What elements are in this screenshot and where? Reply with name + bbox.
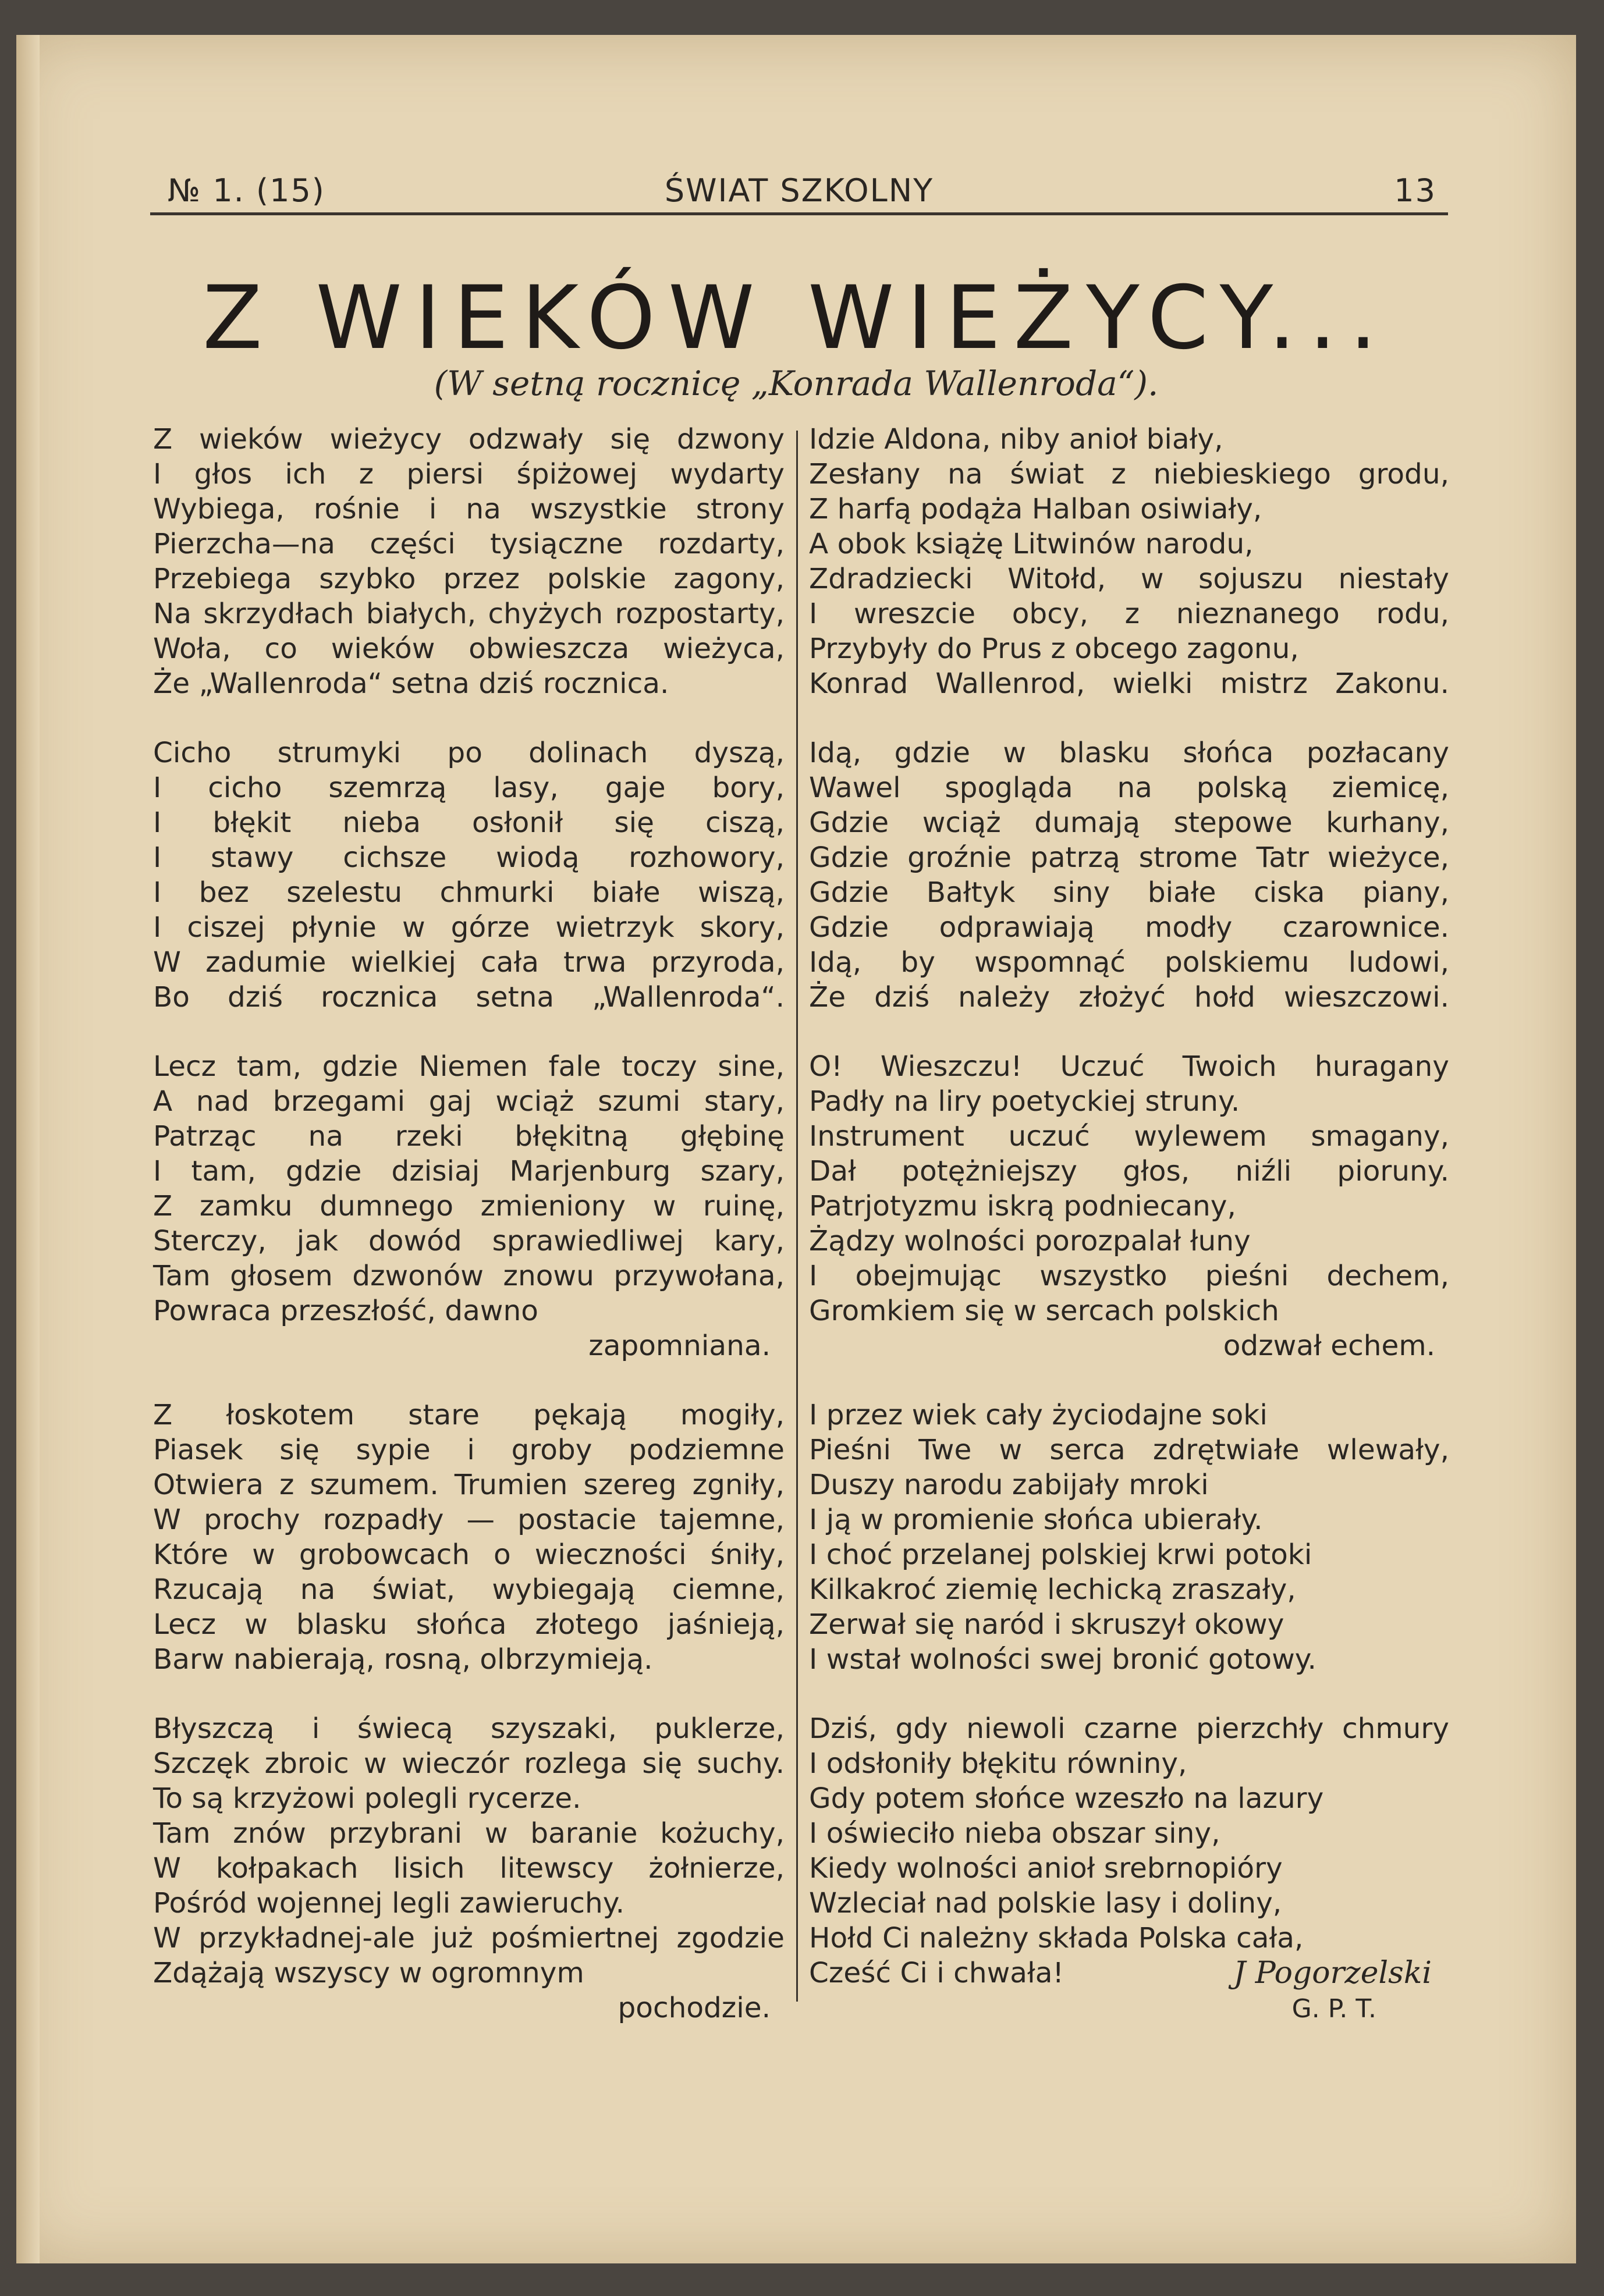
verse-line: I bez szelestu chmurki białe wiszą, xyxy=(153,876,785,909)
verse-line: Cicho strumyki po dolinach dyszą, xyxy=(153,737,785,769)
verse-line: Sterczy, jak dowód sprawiedliwej kary, xyxy=(153,1225,785,1257)
verse-line: To są krzyżowi polegli rycerze. xyxy=(153,1782,581,1815)
verse-line: Konrad Wallenrod, wielki mistrz Zakonu. xyxy=(809,667,1449,700)
verse-line: Patrjotyzmu iskrą podniecany, xyxy=(809,1190,1236,1222)
author-signature: J Pogorzelski xyxy=(1233,1956,1432,1991)
verse-line-continuation: pochodzie. xyxy=(618,1992,771,2024)
stanza xyxy=(153,1049,785,1363)
verse-line: Przebiega szybko przez polskie zagony, xyxy=(153,563,785,595)
verse-line: Tam głosem dzwonów znowu przywołana, xyxy=(153,1260,785,1292)
stanza xyxy=(809,735,1449,1015)
verse-line: A obok książę Litwinów narodu, xyxy=(809,528,1254,560)
running-header xyxy=(150,148,1448,215)
verse-line: Wzleciał nad polskie lasy i doliny, xyxy=(809,1887,1282,1920)
verse-line: I błękit nieba osłonił się ciszą, xyxy=(153,806,785,839)
magazine-page xyxy=(16,35,1576,2263)
stanza xyxy=(809,1711,1449,2024)
verse-line: I ją w promienie słońca ubierały. xyxy=(809,1504,1263,1536)
verse-line: Pierzcha—na części tysiączne rozdarty, xyxy=(153,528,785,560)
verse-line: Gdzie odprawiają modły czarownice. xyxy=(809,911,1449,944)
verse-line: Że dziś należy złożyć hołd wieszczowi. xyxy=(809,981,1449,1014)
verse-line: I ciszej płynie w górze wietrzyk skory, xyxy=(153,911,785,944)
verse-line: Lecz tam, gdzie Niemen fale toczy sine, xyxy=(153,1050,785,1083)
verse-line: Otwiera z szumem. Trumien szereg zgniły, xyxy=(153,1469,785,1501)
verse-line: Z harfą podąża Halban osiwiały, xyxy=(809,493,1262,525)
verse-line: I przez wiek cały życiodajne soki xyxy=(809,1399,1268,1431)
verse-line: Żądzy wolności porozpalał łuny xyxy=(809,1225,1251,1257)
stanza xyxy=(809,1398,1449,1677)
verse-line: Barw nabierają, rosną, olbrzymieją. xyxy=(153,1643,653,1676)
column-divider xyxy=(796,431,798,2002)
verse-line: Gdy potem słońce wzeszło na lazury xyxy=(809,1782,1324,1815)
verse-line: Padły na liry poetyckiej struny. xyxy=(809,1085,1240,1118)
author-affiliation: G. P. T. xyxy=(1291,1994,1376,2024)
verse-line: I wreszcie obcy, z nieznanego rodu, xyxy=(809,598,1449,630)
verse-line: Instrument uczuć wylewem smagany, xyxy=(809,1120,1449,1153)
verse-line: Wawel spogląda na polską ziemicę, xyxy=(809,772,1449,804)
verse-line: Wybiega, rośnie i na wszystkie strony xyxy=(153,493,785,525)
verse-line: A nad brzegami gaj wciąż szumi stary, xyxy=(153,1085,785,1118)
verse-line: Gromkiem się w sercach polskich xyxy=(809,1295,1279,1327)
verse-line: Cześć Ci i chwała! xyxy=(809,1957,1064,1989)
stanza xyxy=(153,1711,785,2025)
poem-subtitle: (W setną rocznicę „Konrada Wallenroda“). xyxy=(434,364,1159,403)
verse-line-continuation: zapomniana. xyxy=(588,1330,771,1362)
stanza xyxy=(153,1398,785,1677)
verse-line: I głos ich z piersi śpiżowej wydarty xyxy=(153,458,785,491)
verse-line: I oświeciło nieba obszar siny, xyxy=(809,1817,1220,1850)
verse-line: I wstał wolności swej bronić gotowy. xyxy=(809,1643,1316,1676)
verse-line: I stawy cichsze wiodą rozhowory, xyxy=(153,841,785,874)
verse-line: Z zamku dumnego zmieniony w ruinę, xyxy=(153,1190,785,1222)
issue-number: № 1. (15) xyxy=(168,172,325,209)
stanza xyxy=(153,735,785,1015)
stanza xyxy=(809,422,1449,701)
verse-line: W prochy rozpadły — postacie tajemne, xyxy=(153,1504,785,1536)
verse-line: Pośród wojennej legli zawieruchy. xyxy=(153,1887,624,1920)
verse-line: Przybyły do Prus z obcego zagonu, xyxy=(809,632,1299,665)
verse-line: Woła, co wieków obwieszcza wieżyca, xyxy=(153,632,785,665)
verse-line: Zdradziecki Witołd, w sojuszu niestały xyxy=(809,563,1449,595)
verse-line: Bo dziś rocznica setna „Wallenroda“. xyxy=(153,981,785,1014)
magazine-name: ŚWIAT SZKOLNY xyxy=(664,172,934,209)
verse-line: Lecz w blasku słońca złotego jaśnieją, xyxy=(153,1608,785,1641)
verse-line: I odsłoniły błękitu równiny, xyxy=(809,1747,1187,1780)
verse-line: Rzucają na świat, wybiegają ciemne, xyxy=(153,1573,785,1606)
verse-line: Gdzie groźnie patrzą strome Tatr wieżyce, xyxy=(809,841,1449,874)
verse-line: Z łoskotem stare pękają mogiły, xyxy=(153,1399,785,1431)
verse-line: O! Wieszczu! Uczuć Twoich huragany xyxy=(809,1050,1449,1083)
verse-line: Dał potężniejszy głos, niźli pioruny. xyxy=(809,1155,1449,1188)
verse-line: Idą, gdzie w blasku słońca pozłacany xyxy=(809,737,1449,769)
verse-line: Gdzie wciąż dumają stepowe kurhany, xyxy=(809,806,1449,839)
verse-line: W zadumie wielkiej cała trwa przyroda, xyxy=(153,946,785,979)
verse-line: Kiedy wolności anioł srebrnopióry xyxy=(809,1852,1283,1885)
stanza xyxy=(809,1049,1449,1363)
verse-line: Tam znów przybrani w baranie kożuchy, xyxy=(153,1817,785,1850)
verse-line: Że „Wallenroda“ setna dziś rocznica. xyxy=(153,667,669,700)
verse-line: Które w grobowcach o wieczności śniły, xyxy=(153,1538,785,1571)
verse-line: I tam, gdzie dzisiaj Marjenburg szary, xyxy=(153,1155,785,1188)
stanza xyxy=(153,422,785,701)
verse-line: Idą, by wspomnąć polskiemu ludowi, xyxy=(809,946,1449,979)
verse-line: Gdzie Bałtyk siny białe ciska piany, xyxy=(809,876,1449,909)
verse-line: W przykładnej-ale już pośmiertnej zgodzie xyxy=(153,1922,785,1954)
page-number: 13 xyxy=(1394,172,1436,209)
verse-line: Błyszczą i świecą szyszaki, puklerze, xyxy=(153,1712,785,1745)
verse-line: Zdążają wszyscy w ogromnym xyxy=(153,1957,584,1989)
verse-line: Zerwał się naród i skruszył okowy xyxy=(809,1608,1284,1641)
verse-line-continuation: odzwał echem. xyxy=(1223,1330,1435,1362)
left-column xyxy=(153,422,785,2060)
verse-line: Piasek się sypie i groby podziemne xyxy=(153,1434,785,1466)
verse-line: Hołd Ci należny składa Polska cała, xyxy=(809,1922,1304,1954)
verse-line: Duszy narodu zabijały mroki xyxy=(809,1469,1209,1501)
verse-line: Pieśni Twe w serca zdrętwiałe wlewały, xyxy=(809,1434,1449,1466)
verse-line: Powraca przeszłość, dawno xyxy=(153,1295,538,1327)
verse-line: Dziś, gdy niewoli czarne pierzchły chmury xyxy=(809,1712,1449,1745)
verse-line: I cicho szemrzą lasy, gaje bory, xyxy=(153,772,785,804)
verse-line: Szczęk zbroic w wieczór rozlega się suchy. xyxy=(153,1747,785,1780)
verse-line: Kilkakroć ziemię lechicką zraszały, xyxy=(809,1573,1296,1606)
right-column xyxy=(809,422,1449,2025)
verse-line: Idzie Aldona, niby anioł biały, xyxy=(809,423,1223,456)
verse-line: Patrząc na rzeki błękitną głębinę xyxy=(153,1120,785,1153)
closing-row xyxy=(809,1956,1449,2024)
poem-title: Z WIEKÓW WIEŻYCY... xyxy=(203,268,1390,369)
verse-line: Na skrzydłach białych, chyżych rozpostarty, xyxy=(153,598,785,630)
verse-line: I obejmując wszystko pieśni dechem, xyxy=(809,1260,1449,1292)
verse-line: Zesłany na świat z niebieskiego grodu, xyxy=(809,458,1449,491)
verse-line: I choć przelanej polskiej krwi potoki xyxy=(809,1538,1312,1571)
verse-line: Z wieków wieżycy odzwały się dzwony xyxy=(153,423,785,456)
verse-line: W kołpakach lisich litewscy żołnierze, xyxy=(153,1852,785,1885)
